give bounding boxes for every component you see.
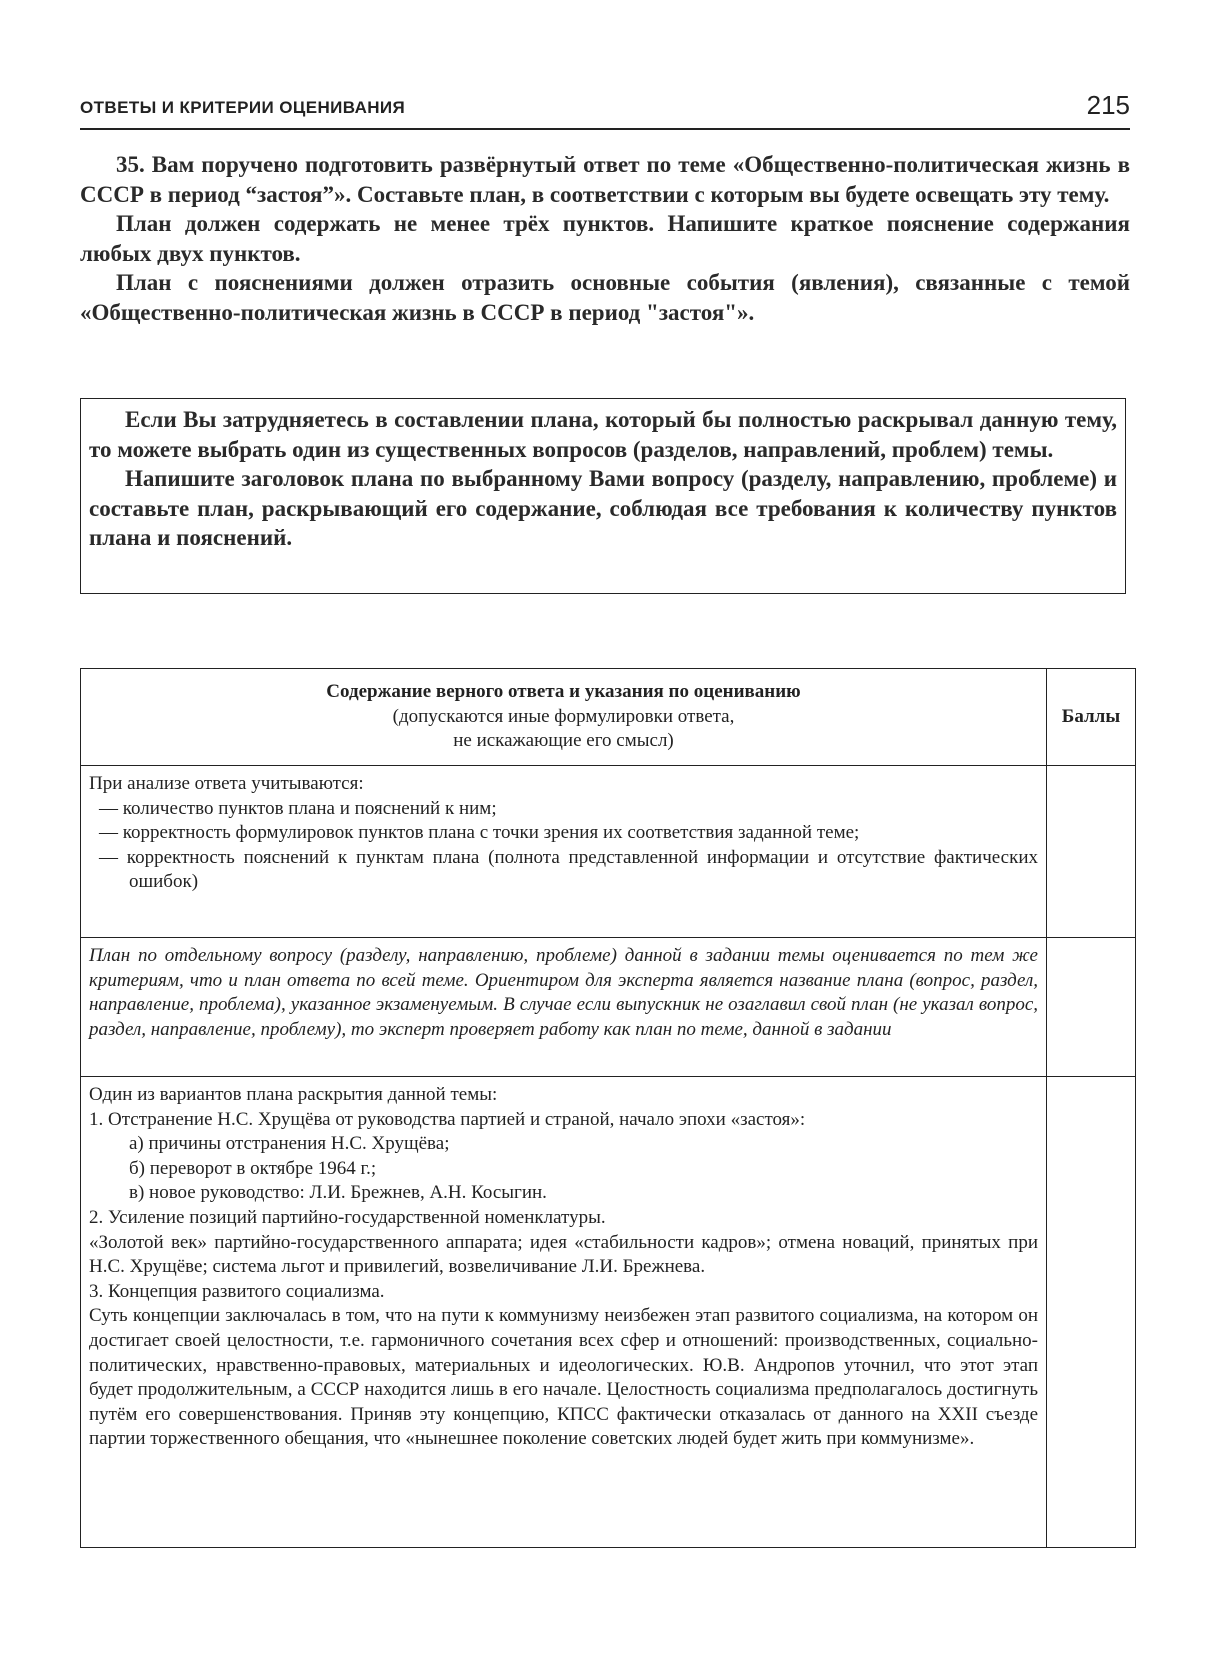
header-sub-2: не искажающие его смысл) <box>453 730 674 752</box>
header-sub-1: (допускаются иные формулировки ответа, <box>392 705 735 727</box>
criteria-item-2: — корректность формулировок пунктов плана с точки зрения их соответствия заданной теме; <box>99 822 860 844</box>
plan-intro: Один из вариантов плана раскрытия данной темы: <box>89 1084 498 1105</box>
plan-point-3-text: Суть концепции заключалась в том, что на пути к коммунизму неизбежен этап развитого социализма, на котором он достигает своей целостности, т.е. гармоничного сочетания всех сфер и отношений: производственных, социально-политических, нравственно-правовых, материальных и идеологических. Ю.В. Андропов уточнил, что этот этап будет продолжительным, а СССР находится лишь в его начале. Целостность социализма предполагалось достигнуть путём его совершенствования. Приняв эту концепцию, КПСС фактически отказалась от данного на XXII съезде партии торжественного обещания, что «нынешнее поколение советских людей будет жить при коммунизме». <box>89 1305 1038 1450</box>
score-cell <box>1047 766 1136 938</box>
plan-variant-cell <box>81 1077 1047 1548</box>
page-header <box>80 90 1130 130</box>
hint-paragraph-1: Если Вы затрудняетесь в составлении плана, который бы полностью раскрывал данную тему, то можете выбрать один из существенных вопросов (разделов, направлений, проблем) темы. <box>89 407 1117 462</box>
score-cell <box>1047 938 1136 1077</box>
plan-point-3: 3. Концепция развитого социализма. <box>89 1280 385 1302</box>
plan-point-1: 1. Отстранение Н.С. Хрущёва от руководства партией и страной, начало эпохи «застоя»: <box>89 1108 806 1130</box>
table-header-row <box>81 669 1136 766</box>
hint-paragraph-2: Напишите заголовок плана по выбранному Вами вопросу (разделу, направлению, проблеме) и составьте план, раскрывающий его содержание, соблюдая все требования к количеству пунктов плана и пояснений. <box>89 466 1117 550</box>
criteria-table <box>80 668 1136 1548</box>
criteria-item-3: — корректность пояснений к пунктам плана (полнота представленной информации и отсутствие фактических ошибок) <box>99 846 1038 893</box>
table-row <box>81 766 1136 938</box>
header-score-cell: Баллы <box>1047 669 1136 766</box>
criteria-cell <box>81 766 1047 938</box>
task-number: 35. <box>116 152 145 177</box>
page-number: 215 <box>1086 90 1130 120</box>
hint-box <box>80 398 1126 594</box>
plan-point-2-text: «Золотой век» партийно-государственного аппарата; идея «стабильности кадров»; отмена новаций, принятых при Н.С. Хрущёве; система льгот и привилегий, возвеличивание Л.И. Брежнева. <box>89 1231 1038 1278</box>
header-content-cell <box>81 669 1047 766</box>
task-text-1: Вам поручено подготовить развёрнутый ответ по теме «Общественно-политическая жизнь в СССР в период “застоя”». Составьте план, в соответствии с которым вы будете освещать эту тему. <box>80 152 1131 207</box>
task-paragraph-2: План должен содержать не менее трёх пунктов. Напишите краткое пояснение содержания любых двух пунктов. <box>80 211 1130 266</box>
criteria-intro: При анализе ответа учитываются: <box>89 773 364 794</box>
task-paragraph-1 <box>80 150 1130 209</box>
plan-subpoint-a: а) причины отстранения Н.С. Хрущёва; <box>129 1133 450 1155</box>
table-row <box>81 938 1136 1077</box>
expert-note-cell: План по отдельному вопросу (разделу, направлению, проблеме) данной в задании темы оценивается по тем же критериям, что и план ответа по всей теме. Ориентиром для эксперта является название плана (вопрос, раздел, направление, проблема), указанное экзаменуемым. В случае если выпускник не озаглавил свой план (не указал вопрос, раздел, направление, проблему), то эксперт проверяет работу как план по теме, данной в задании <box>81 938 1047 1077</box>
criteria-item-1: — количество пунктов плана и пояснений к ним; <box>99 797 497 819</box>
table-row <box>81 1077 1136 1548</box>
plan-subpoint-c: в) новое руководство: Л.И. Брежнев, А.Н. Косыгин. <box>129 1182 547 1204</box>
header-main: Содержание верного ответа и указания по оцениванию <box>326 681 801 703</box>
score-cell <box>1047 1077 1136 1548</box>
plan-point-2: 2. Усиление позиций партийно-государственной номенклатуры. <box>89 1206 606 1228</box>
plan-subpoint-b: б) переворот в октябре 1964 г.; <box>129 1157 377 1179</box>
task-paragraph-3: План с пояснениями должен отразить основные события (явления), связанные с темой «Общественно-политическая жизнь в СССР в период "застоя"». <box>80 270 1130 325</box>
running-title: ОТВЕТЫ И КРИТЕРИИ ОЦЕНИВАНИЯ <box>80 98 406 117</box>
task-statement <box>80 150 1130 327</box>
